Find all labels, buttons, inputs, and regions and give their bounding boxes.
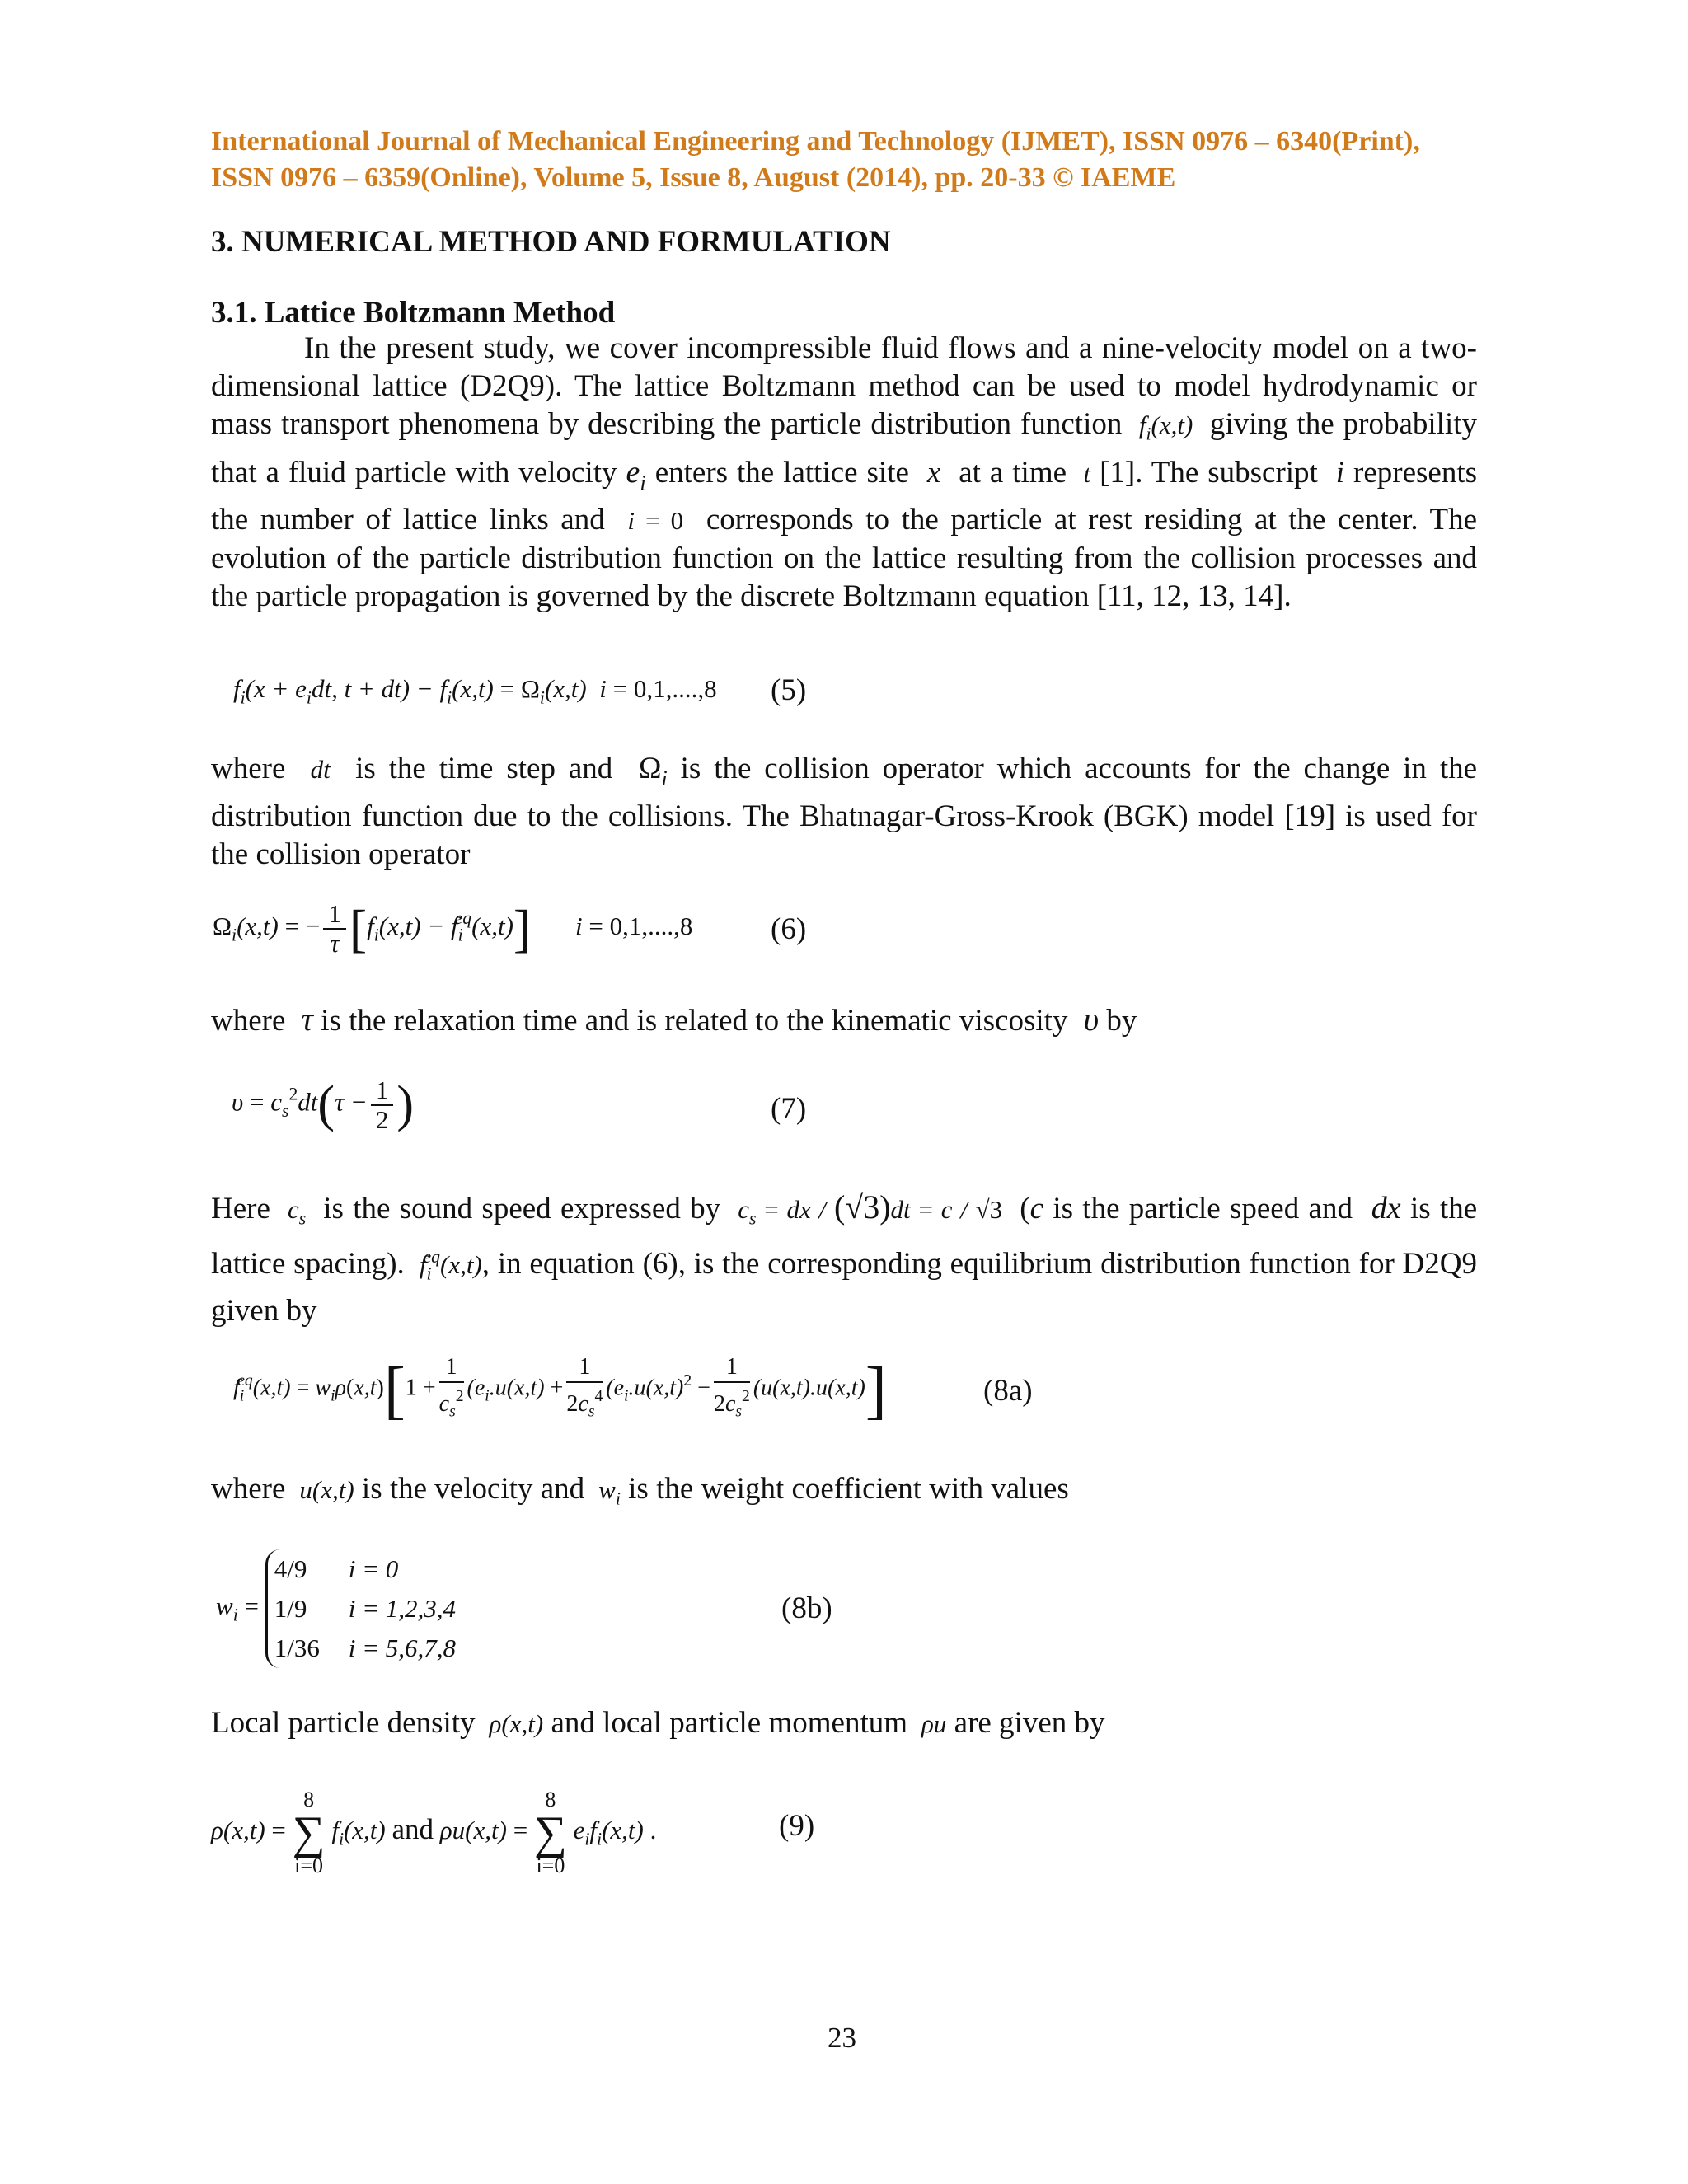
inline-math-fi: $f_i(x,t)$	[1131, 410, 1201, 444]
summation-2: 8 ∑ i=0	[533, 1788, 567, 1877]
para4-text-6: , in equation (6), is the corresponding equilibrium distribution function for D2Q9 given by	[211, 1246, 1477, 1329]
para6-text-2: and local particle momentum	[551, 1706, 907, 1740]
journal-header	[211, 124, 1480, 196]
inline-math-dt: dt	[298, 755, 343, 784]
paragraph-collision	[211, 750, 1477, 874]
weight-row	[274, 1549, 456, 1589]
weight-row	[274, 1589, 456, 1629]
para4-text-4: is the particle speed and	[1053, 1192, 1353, 1226]
para1-text-6: represents the number of lattice links and	[211, 455, 1478, 537]
weight-index: i = 5,6,7,8	[348, 1633, 456, 1662]
header-line-1: International Journal of Mechanical Engineering and Technology (IJMET), ISSN 0976 – 6340(Print),	[211, 126, 1420, 157]
summation-1: 8 ∑ i=0	[292, 1788, 326, 1877]
inline-math-c: c	[1029, 1192, 1044, 1226]
para4-text-5: is the lattice spacing).	[211, 1192, 1478, 1281]
equation-8b: $w_i$ = 4/9 i = 0 1/9 i = 1,2,3,4 1/36 i = 5,6,7,8	[216, 1549, 456, 1668]
equation-5-label: (5)	[771, 673, 807, 707]
equation-6: $\Omega_i(x,t)$ = − $\frac{1}{\tau}$ $[f_i(x,t) - f_i^{eq}(x,t)] i = 0,1,....,8$	[213, 899, 693, 958]
inline-math-wi: $w_i$	[592, 1475, 621, 1509]
weight-cases	[265, 1549, 456, 1668]
para2-text-1: where	[211, 752, 286, 785]
para1-text-1: In the present study, we cover incompressible fluid flows and a nine-velocity model on a two-dimensional lattice (D2Q9). The lattice Boltzmann method can be used to model hydrodynamic or mass transport phenomena by describing the particle distribution function	[211, 331, 1477, 441]
inline-math-i: i	[1326, 455, 1345, 490]
inline-math-t: t	[1076, 458, 1091, 488]
equation-9: ρ(x,t) = 8 ∑ i=0 $f_i(x,t)$ and ρu(x,t) = 8 ∑ i=0 $e_if_i(x,t)$ .	[211, 1788, 657, 1877]
paragraph-relaxation	[211, 1001, 1477, 1040]
inline-math-rho: ρ(x,t)	[482, 1709, 544, 1738]
weight-index: i = 0	[348, 1554, 399, 1583]
inline-math-omega-i: $\Omega_i$	[626, 752, 668, 791]
weight-row	[274, 1629, 456, 1668]
para2-text-3: is the collision operator which accounts for the change in the distribution function due to the collisions. The Bhatnagar-Gross-Krook (BGK) model [19] is used for the collision operator	[211, 752, 1478, 872]
inline-math-cs-formula: $c_s$ = dx / (√3)dt = c / √3	[729, 1188, 1003, 1229]
inline-math-ei: $e_i$	[626, 454, 646, 494]
inline-math-x: x	[917, 455, 950, 490]
para1-text-5: [1]. The subscript	[1100, 455, 1318, 490]
equation-8b-label: (8b)	[781, 1591, 832, 1625]
paragraph-intro	[211, 330, 1477, 616]
para6-text-1: Local particle density	[211, 1706, 476, 1740]
para5-text-2: is the velocity and	[361, 1472, 585, 1506]
equation-7-label: (7)	[771, 1092, 807, 1126]
weight-value: 4/9	[274, 1554, 307, 1583]
para4-text-3: (	[1020, 1192, 1030, 1226]
para1-text-7: corresponds to the particle at rest residing at the center. The evolution of the particle distribution function on the lattice resulting from the collision processes and the particle propagation is governed by the discrete Boltzmann equation [11, 12, 13, 14].	[211, 502, 1478, 613]
paragraph-density	[211, 1704, 1477, 1743]
para4-text-2: is the sound speed expressed by	[323, 1192, 721, 1226]
para5-text-3: is the weight coefficient with values	[628, 1472, 1069, 1506]
weight-value: 1/9	[274, 1594, 307, 1623]
inline-math-cs: $c_s$	[279, 1195, 307, 1229]
equation-6-label: (6)	[771, 912, 807, 946]
equation-9-label: (9)	[779, 1809, 815, 1843]
inline-math-tau: τ	[293, 1001, 313, 1038]
para1-text-2: giving the probability that a fluid particle with velocity	[211, 407, 1478, 490]
header-line-2: ISSN 0976 – 6359(Online), Volume 5, Issue 8, August (2014), pp. 20-33 © IAEME	[211, 162, 1176, 193]
inline-math-dx: dx	[1362, 1191, 1401, 1226]
paragraph-sound-speed	[211, 1188, 1477, 1330]
para5-text-1: where	[211, 1472, 286, 1506]
para6-text-3: are given by	[954, 1706, 1105, 1740]
para3-text-1: where	[211, 1004, 286, 1038]
equation-5: $f_i(x + e_idt$, $t + dt) - f_i(x,t) = \Omega_i(x,t) i = 0,1,....,8$	[233, 674, 717, 708]
weight-index: i = 1,2,3,4	[348, 1594, 456, 1623]
page-number: 23	[828, 2022, 856, 2054]
para3-text-2: is the relaxation time and is related to the kinematic viscosity	[321, 1004, 1068, 1038]
inline-math-i-zero: i = 0	[617, 505, 684, 535]
inline-math-nu: υ	[1075, 1001, 1100, 1038]
equation-8a: $f_i^{eq}(x,t) = w_i\rho(x,t)[1$ + $\frac{1}{c_s^2}$ ($e_i.u(x,t)$ + $\frac{1}{2c_s^4}$ ($e_i.u(x,t)^2$ − $\frac{1}{2c_s^2}$ (u(x,t).u(x,t)]	[233, 1353, 887, 1426]
paragraph-weights	[211, 1470, 1477, 1518]
equation-7: $\upsilon = c_s^2dt(\tau$ − $\frac{1}{2}$ )	[232, 1075, 414, 1134]
inline-math-fi-eq: $f_i^{eq}(x,t)$	[412, 1246, 482, 1284]
inline-math-rho-u: ρu	[915, 1709, 947, 1738]
para2-text-2: is the time step and	[355, 752, 613, 785]
inline-math-u: u(x,t)	[293, 1475, 354, 1504]
weight-value: 1/36	[274, 1633, 320, 1662]
equation-8a-label: (8a)	[983, 1374, 1033, 1408]
para3-text-3: by	[1106, 1004, 1137, 1038]
equation-9-and: and	[392, 1813, 434, 1846]
para1-text-3: enters the lattice site	[654, 455, 909, 490]
subsection-title: 3.1. Lattice Boltzmann Method	[211, 296, 616, 330]
section-title: 3. NUMERICAL METHOD AND FORMULATION	[211, 225, 891, 259]
para4-text-1: Here	[211, 1192, 270, 1226]
para1-text-4: at a time	[959, 455, 1067, 490]
